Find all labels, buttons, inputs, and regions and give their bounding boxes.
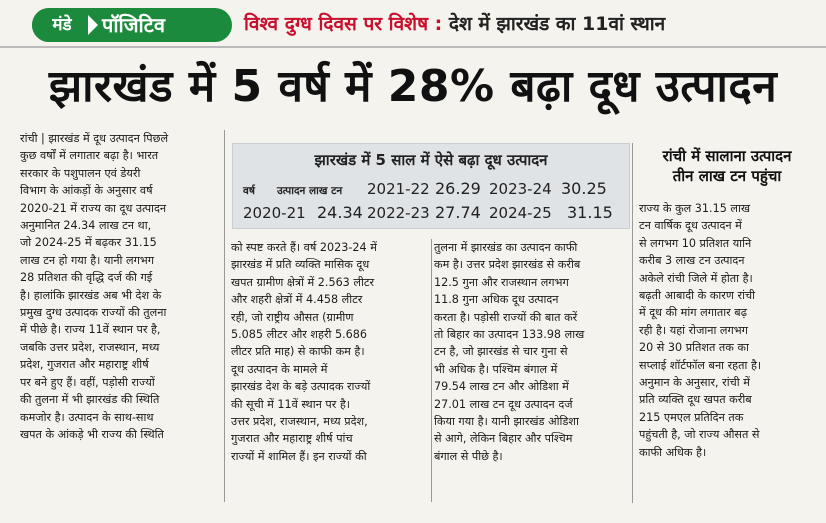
text-line: कुछ वर्षों में लगातार बढ़ा है। भारत (20, 149, 159, 163)
top-headline (244, 10, 665, 36)
text-line: सप्लाई शॉर्टफॉल बना रहता है। (639, 358, 762, 372)
top-headline-special: विश्व दुग्ध दिवस पर विशेष : (244, 13, 443, 35)
text-line: खपत के आंकड़े भी राज्य की स्थिति (20, 427, 164, 441)
text-line: कम है। उत्तर प्रदेश झारखंड से करीब (434, 258, 581, 272)
top-strip (10, 6, 816, 46)
text-line: तो बिहार का उत्पादन 133.98 लाख (434, 328, 585, 342)
column-divider (224, 130, 225, 502)
text-line: अकेले रांची जिले में होता है। (639, 271, 753, 285)
text-line: झारखंड में प्रति व्यक्ति मासिक दूध (231, 258, 370, 272)
article-column-2 (231, 239, 429, 465)
text-line: में पीछे है। राज्य 11वें स्थान पर है, (20, 323, 161, 337)
text-line: राज्य के कुल 31.15 लाख (639, 202, 751, 215)
text-line: झारखंड देश के बड़े उत्पादक राज्यों (231, 380, 371, 394)
text-line: अनुमान के अनुसार, रांची में (639, 376, 750, 390)
text-line: 11.8 गुना अधिक दूध उत्पादन (434, 293, 559, 307)
article-column-3 (434, 239, 630, 465)
text-line: विभाग के आंकड़ों के अनुसार वर्ष (20, 184, 153, 198)
article-column-1 (20, 130, 216, 443)
text-line: 215 एमएल प्रतिदिन तक (639, 410, 744, 424)
badge-arrow-icon (88, 15, 98, 35)
value-cell: 31.15 (567, 203, 613, 222)
side-title-line-1: रांची में सालाना उत्पादन (662, 147, 792, 165)
text-line: रांची | झारखंड में दूध उत्पादन पिछले (20, 132, 169, 145)
text-line: अनुमानित 24.34 लाख टन था, (20, 219, 152, 233)
text-line: किया गया है। यानी झारखंड ओडिशा (434, 415, 579, 429)
text-line: पर बने हुए हैं। वहीं, पड़ोसी राज्यों (20, 375, 155, 389)
text-line: राज्यों में शामिल हैं। इन राज्यों की (231, 449, 367, 463)
year-cell: 2022-23 (367, 204, 430, 222)
text-line: में दूध की मांग लगातार बढ़ (639, 306, 747, 320)
text-line: तुलना में झारखंड का उत्पादन काफी (434, 241, 578, 254)
text-line: बंगाल से पीछे है। (434, 449, 503, 463)
top-headline-rank: देश में झारखंड का 11वां स्थान (448, 13, 666, 35)
badge-monday: मंडे (32, 8, 92, 42)
text-line: प्रदेश, गुजरात और महाराष्ट्र शीर्ष (20, 358, 149, 372)
badge-positive: पॉजिटिव (102, 13, 165, 37)
value-cell: 27.74 (435, 203, 481, 222)
text-line: टन है, जो झारखंड से चार गुना से (434, 345, 568, 359)
text-line: सरकार के पशुपालन एवं डेयरी (20, 166, 141, 180)
year-cell: 2021-22 (367, 180, 430, 198)
text-line: और शहरी क्षेत्रों में 4.458 लीटर (231, 293, 363, 307)
text-line: कमजोर है। उत्पादन के साथ-साथ (20, 410, 154, 424)
text-line: लीटर प्रति माह) से काफी कम है। (231, 345, 365, 359)
value-cell: 24.34 (317, 203, 363, 222)
main-headline: झारखंड में 5 वर्ष में 28% बढ़ा दूध उत्पादन (48, 61, 778, 112)
text-line: रही है। यहां रोजाना लगभग (639, 323, 748, 337)
text-line: लाख टन हो गया है। यानी लगभग (20, 253, 155, 267)
text-line: 2020-21 में राज्य का दूध उत्पादन (20, 201, 167, 215)
side-title-line-2: तीन लाख टन पहुंचा (672, 167, 782, 185)
text-line: से लगभग 10 प्रतिशत यानि (639, 236, 752, 250)
text-line: खपत ग्रामीण क्षेत्रों में 2.563 लीटर (231, 275, 375, 289)
year-label: वर्ष (243, 185, 255, 197)
databox-title: झारखंड में 5 साल में ऐसे बढ़ा दूध उत्पादन (314, 151, 548, 169)
text-line: करता है। पड़ोसी राज्यों की बात करें (434, 310, 578, 324)
text-line: काफी अधिक है। (639, 445, 707, 459)
divider (0, 46, 826, 48)
text-line: बढ़ती आबादी के कारण रांची (639, 289, 755, 303)
text-line: 12.5 गुना और राजस्थान लगभग (434, 275, 569, 289)
text-line: से आगे, लेकिन बिहार और पश्चिम (434, 432, 573, 446)
column-divider (632, 143, 633, 503)
unit-label: उत्पादन लाख टन (277, 185, 343, 197)
text-line: जबकि उत्तर प्रदेश, राजस्थान, मध्य (20, 340, 160, 354)
text-line: को स्पष्ट करते हैं। वर्ष 2023-24 में (231, 241, 377, 254)
text-line: उत्तर प्रदेश, राजस्थान, मध्य प्रदेश, (231, 415, 368, 429)
year-cell: 2024-25 (489, 204, 552, 222)
monday-positive-badge (32, 8, 232, 42)
text-line: टन वार्षिक दूध उत्पादन में (639, 219, 742, 233)
text-line: पहुंचती है, जो राज्य औसत से (639, 428, 760, 442)
production-data-box (232, 143, 630, 229)
text-line: गुजरात और महाराष्ट्र शीर्ष पांच (231, 432, 353, 446)
column-divider (431, 239, 432, 502)
side-story-title (634, 146, 820, 186)
side-story-body (639, 200, 819, 461)
text-line: करीब 3 लाख टन उत्पादन (639, 254, 745, 268)
value-cell: 30.25 (561, 179, 607, 198)
text-line: रही, जो राष्ट्रीय औसत (ग्रामीण (231, 310, 354, 324)
text-line: प्रमुख दुग्ध उत्पादक राज्यों की तुलना (20, 306, 167, 320)
text-line: 27.01 लाख टन दूध उत्पादन दर्ज (434, 397, 573, 411)
text-line: जो 2024-25 में बढ़कर 31.15 (20, 236, 157, 250)
value-cell: 26.29 (435, 179, 481, 198)
text-line: 20 से 30 प्रतिशत तक का (639, 341, 749, 355)
text-line: दूध उत्पादन के मामले में (231, 362, 328, 376)
text-line: प्रति व्यक्ति दूध खपत करीब (639, 393, 752, 407)
text-line: भी अधिक है। पश्चिम बंगाल में (434, 362, 558, 376)
text-line: है। हालांकि झारखंड अब भी देश के (20, 288, 162, 302)
year-cell: 2023-24 (489, 180, 552, 198)
text-line: 5.085 लीटर और शहरी 5.686 (231, 328, 368, 342)
year-cell: 2020-21 (243, 204, 306, 222)
text-line: 79.54 लाख टन और ओडिशा में (434, 380, 569, 394)
text-line: की तुलना में भी झारखंड की स्थिति (20, 393, 160, 407)
text-line: की सूची में 11वें स्थान पर है। (231, 397, 351, 411)
text-line: 28 प्रतिशत की वृद्धि दर्ज की गई (20, 271, 153, 285)
